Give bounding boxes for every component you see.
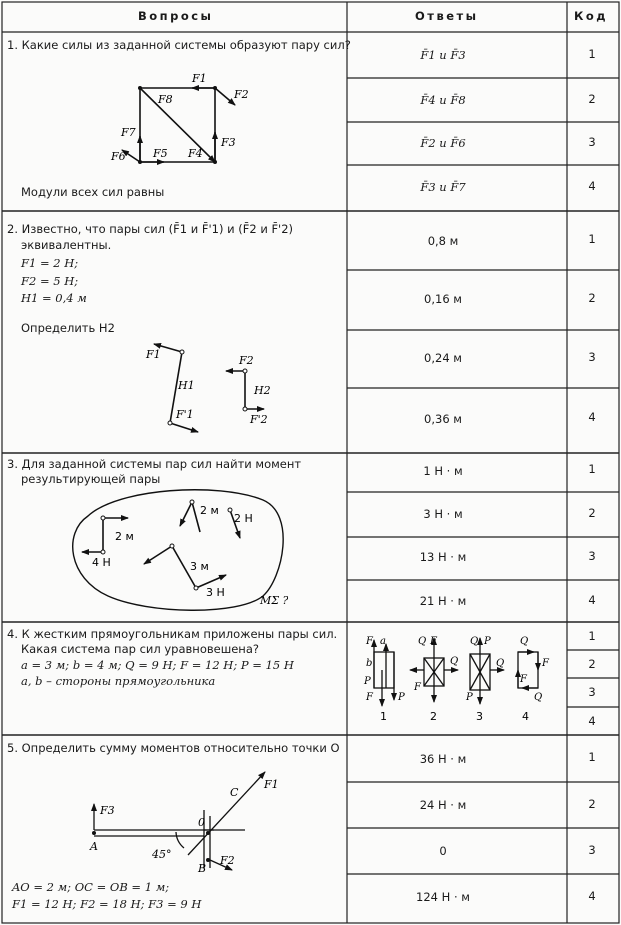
code-3-2: 2 <box>588 506 596 520</box>
code-2-3: 3 <box>588 350 596 364</box>
answer-2-4: 0,36 м <box>424 412 462 426</box>
svg-text:H1: H1 <box>178 379 195 392</box>
code-2-1: 1 <box>588 232 596 246</box>
code-5-2: 2 <box>588 797 596 811</box>
svg-text:F3: F3 <box>221 136 236 149</box>
svg-text:F: F <box>366 692 373 703</box>
rectangles-figure-4 <box>358 630 563 725</box>
svg-text:2 м: 2 м <box>115 530 134 543</box>
svg-text:F6: F6 <box>111 150 126 163</box>
code-4-2: 2 <box>588 657 596 671</box>
svg-text:F: F <box>366 636 373 647</box>
given-f1: F1 = 2 Н; <box>21 256 79 270</box>
answer-1-1: F̄1 и F̄3 <box>420 48 466 62</box>
svg-text:P: P <box>484 636 491 647</box>
svg-text:4 Н: 4 Н <box>92 556 111 569</box>
question-5-given-1: AO = 2 м; OC = OB = 1 м; <box>12 880 170 894</box>
code-4-3: 3 <box>588 685 596 699</box>
code-2-2: 2 <box>588 291 596 305</box>
answer-5-3: 0 <box>439 844 447 858</box>
code-5-3: 3 <box>588 843 596 857</box>
header-answers: Ответы <box>415 9 479 23</box>
code-2-4: 4 <box>588 410 596 424</box>
svg-text:F: F <box>542 658 549 669</box>
svg-text:45°: 45° <box>152 848 172 861</box>
svg-text:F: F <box>430 636 437 647</box>
svg-text:Q: Q <box>470 636 479 647</box>
svg-text:B: B <box>198 862 207 875</box>
svg-text:1: 1 <box>380 710 387 723</box>
code-3-1: 1 <box>588 462 596 476</box>
question-4-line-1: 4. К жестким прямоугольникам приложены пары сил. <box>7 627 338 641</box>
question-2-find: Определить H2 <box>21 321 115 335</box>
code-5-1: 1 <box>588 750 596 764</box>
code-1-4: 4 <box>588 179 596 193</box>
svg-text:F4: F4 <box>188 147 203 160</box>
question-3-line-2: результирующей пары <box>21 472 161 486</box>
svg-text:2 Н: 2 Н <box>234 512 253 525</box>
question-3-line-1: 3. Для заданной системы пар сил найти момент <box>7 457 302 471</box>
answer-2-3: 0,24 м <box>424 351 462 365</box>
svg-text:F5: F5 <box>153 147 168 160</box>
answer-5-4: 124 Н · м <box>416 890 470 904</box>
svg-text:P: P <box>398 692 405 703</box>
question-1-text: 1. Какие силы из заданной системы образуют пару сил? <box>7 38 351 52</box>
svg-text:H2: H2 <box>254 384 271 397</box>
svg-text:MΣ ?: MΣ ? <box>260 594 288 607</box>
given-f2: F2 = 5 Н; <box>21 274 79 288</box>
svg-text:Q: Q <box>534 692 543 703</box>
svg-text:F2: F2 <box>234 88 249 101</box>
question-4-note: a, b – стороны прямоугольника <box>21 674 216 688</box>
svg-text:F: F <box>414 682 421 693</box>
svg-text:F7: F7 <box>121 126 136 139</box>
answer-3-4: 21 Н · м <box>419 594 467 608</box>
svg-text:Q: Q <box>496 658 505 669</box>
code-4-4: 4 <box>588 714 596 728</box>
code-1-2: 2 <box>588 92 596 106</box>
svg-text:F1: F1 <box>264 778 279 791</box>
force-system-figure-1 <box>100 70 260 180</box>
svg-text:C: C <box>230 786 239 799</box>
answer-1-3: F̄2 и F̄6 <box>420 136 466 150</box>
question-2-line-1: 2. Известно, что пары сил (F̄1 и F̄'1) и (F̄2 и F̄'2) <box>7 222 294 236</box>
svg-text:P: P <box>466 692 473 703</box>
question-5-text: 5. Определить сумму моментов относительно точки O <box>7 741 340 755</box>
given-h1: H1 = 0,4 м <box>21 291 87 305</box>
code-1-3: 3 <box>588 135 596 149</box>
svg-text:2: 2 <box>430 710 437 723</box>
answer-2-2: 0,16 м <box>424 292 462 306</box>
header-code: Код <box>574 9 609 23</box>
svg-text:F2: F2 <box>220 854 235 867</box>
svg-text:Q: Q <box>418 636 427 647</box>
svg-text:F: F <box>520 674 527 685</box>
answer-3-1: 1 Н · м <box>423 464 463 478</box>
svg-text:a: a <box>380 636 386 647</box>
header-questions: Вопросы <box>138 9 214 23</box>
question-5-given-2: F1 = 12 Н; F2 = 18 Н; F3 = 9 Н <box>12 897 202 911</box>
moment-figure-5 <box>80 760 290 878</box>
couples-region-figure-3 <box>68 488 288 618</box>
code-1-1: 1 <box>588 47 596 61</box>
svg-text:F2: F2 <box>239 354 254 367</box>
svg-text:Q: Q <box>450 656 459 667</box>
svg-text:F'2: F'2 <box>250 413 268 426</box>
question-2-line-2: эквивалентны. <box>21 238 112 252</box>
svg-text:3 Н: 3 Н <box>206 586 225 599</box>
answer-5-1: 36 Н · м <box>419 752 467 766</box>
code-3-4: 4 <box>588 593 596 607</box>
answer-2-1: 0,8 м <box>427 234 459 248</box>
question-1-note: Модули всех сил равны <box>21 185 165 199</box>
svg-text:P: P <box>364 676 371 687</box>
svg-text:b: b <box>366 658 373 669</box>
answer-3-3: 13 Н · м <box>419 550 467 564</box>
svg-text:F8: F8 <box>158 93 173 106</box>
question-4-given: a = 3 м; b = 4 м; Q = 9 Н; F = 12 Н; P = 15 Н <box>21 658 294 672</box>
svg-text:3 м: 3 м <box>190 560 209 573</box>
svg-text:F3: F3 <box>100 804 115 817</box>
svg-text:3: 3 <box>476 710 483 723</box>
svg-text:F1: F1 <box>146 348 161 361</box>
svg-text:0: 0 <box>198 816 205 829</box>
code-3-3: 3 <box>588 549 596 563</box>
code-4-1: 1 <box>588 629 596 643</box>
couples-figure-2 <box>140 338 300 438</box>
question-4-line-2: Какая система пар сил уравновешена? <box>21 642 259 656</box>
code-5-4: 4 <box>588 889 596 903</box>
svg-text:2 м: 2 м <box>200 504 219 517</box>
svg-text:Q: Q <box>520 636 529 647</box>
answer-3-2: 3 Н · м <box>423 507 463 521</box>
answer-1-4: F̄3 и F̄7 <box>420 180 466 194</box>
answer-1-2: F̄4 и F̄8 <box>420 93 466 107</box>
label-f1: F1 <box>192 72 207 85</box>
svg-text:4: 4 <box>522 710 529 723</box>
answer-5-2: 24 Н · м <box>419 798 467 812</box>
svg-text:A: A <box>90 840 98 853</box>
svg-text:F'1: F'1 <box>176 408 194 421</box>
